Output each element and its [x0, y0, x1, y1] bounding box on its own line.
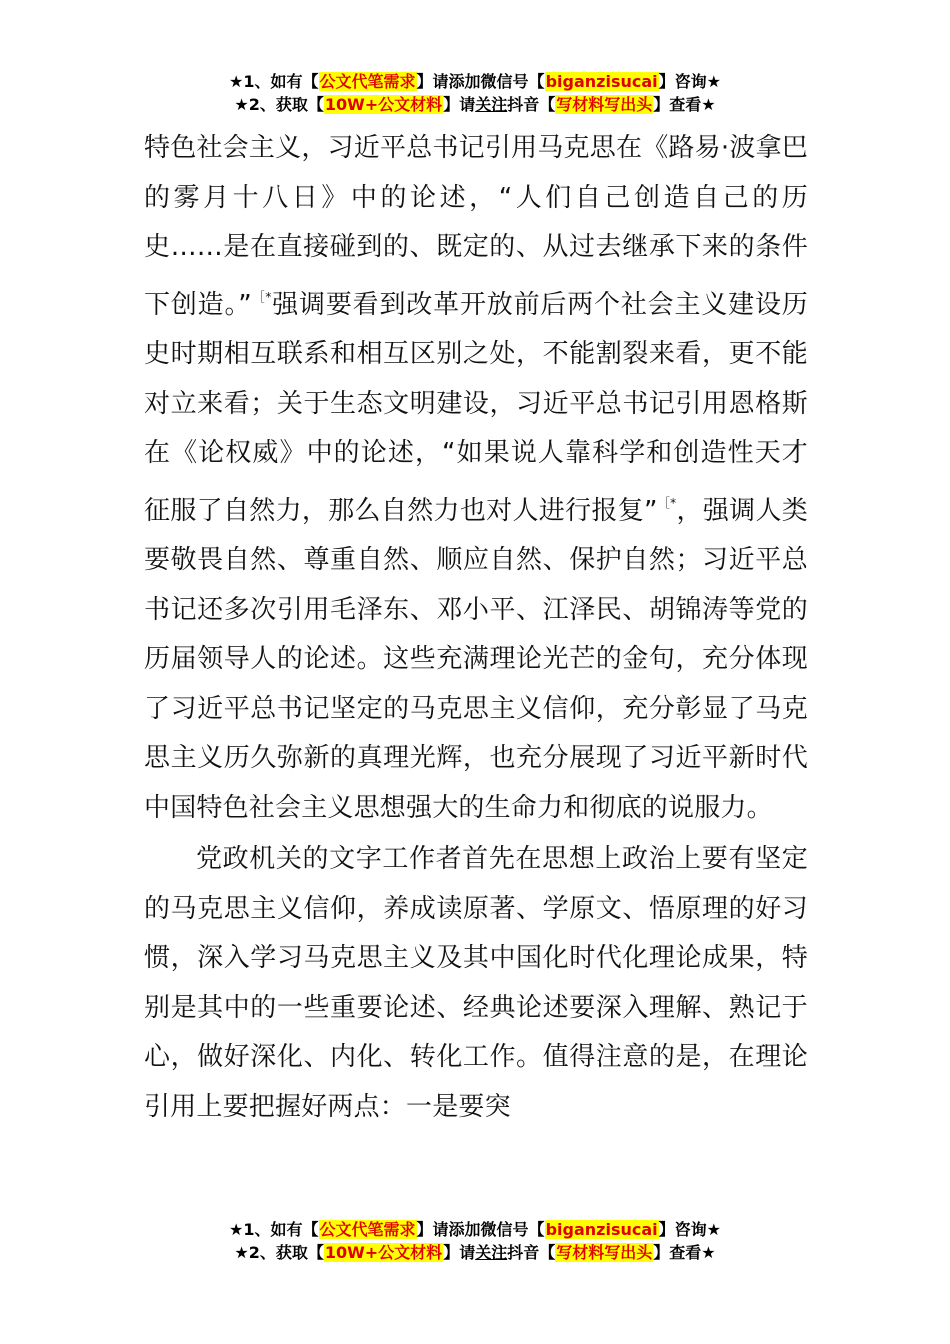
banner-text: 】查看★ — [653, 95, 716, 114]
footer-banner-line-2 — [0, 1241, 950, 1264]
banner-text: ★1、如有【 — [229, 72, 319, 91]
banner-text: 抖音【 — [507, 95, 556, 114]
banner-emphasis: 添加 — [448, 72, 481, 91]
footnote-ref: ［* — [657, 495, 677, 510]
banner-text: 】查看★ — [653, 1243, 716, 1262]
footer-banner — [0, 1218, 950, 1264]
banner-emphasis: 关注 — [475, 1243, 508, 1262]
highlight-wechat-id: biganzisucai — [545, 72, 658, 91]
banner-text: ★1、如有【 — [229, 1220, 319, 1239]
paragraph-text: 强调要看到改革开放前后两个社会主义建设历史时期相互联系和相互区别之处，不能割裂来看，更不能对立来看；关于生态文明建设，习近平总书记引用恩格斯在《论权威》中的论述，“如果说人靠科学和创造性天才征服了自然力，那么自然力也对人进行报复” — [144, 289, 808, 526]
banner-text: 】请 — [416, 1220, 449, 1239]
highlight-service: 公文代笔需求 — [319, 1220, 416, 1239]
banner-text: 微信号【 — [480, 72, 545, 91]
footer-banner-line-1 — [0, 1218, 950, 1241]
paragraph-2: 党政机关的文字工作者首先在思想上政治上要有坚定的马克思主义信仰，养成读原著、学原文、悟原理的好习惯，深入学习马克思主义及其中国化时代化理论成果，特别是其中的一些重要论述、经典论述要深入理解、熟记于心，做好深化、内化、转化工作。值得注意的是，在理论引用上要把握好两点：一是要突 — [144, 844, 808, 1122]
banner-emphasis: 添加 — [448, 1220, 481, 1239]
footnote-ref: ［* — [251, 289, 272, 304]
highlight-materials: 10W+公文材料 — [324, 1243, 443, 1262]
banner-text: 】咨询★ — [658, 72, 721, 91]
header-banner-line-2 — [0, 93, 950, 116]
document-body — [144, 124, 808, 1132]
header-banner-line-1 — [0, 70, 950, 93]
paragraph-1 — [144, 124, 808, 833]
banner-emphasis: 关注 — [475, 95, 508, 114]
banner-text: 微信号【 — [480, 1220, 545, 1239]
highlight-wechat-id: biganzisucai — [545, 1220, 658, 1239]
header-banner — [0, 70, 950, 116]
banner-text: 】咨询★ — [658, 1220, 721, 1239]
highlight-materials: 10W+公文材料 — [324, 95, 443, 114]
banner-text: 抖音【 — [507, 1243, 556, 1262]
banner-text: 】请 — [443, 1243, 476, 1262]
highlight-douyin: 写材料写出头 — [556, 95, 653, 114]
highlight-douyin: 写材料写出头 — [556, 1243, 653, 1262]
banner-text: 】请 — [416, 72, 449, 91]
banner-text: ★2、获取【 — [234, 1243, 324, 1262]
paragraph-text: ，强调人类要敬畏自然、尊重自然、顺应自然、保护自然；习近平总书记还多次引用毛泽东、邓小平、江泽民、胡锦涛等党的历届领导人的论述。这些充满理论光芒的金句，充分体现了习近平总书记坚定的马克思主义信仰，充分彰显了马克思主义历久弥新的真理光辉，也充分展现了习近平新时代中国特色社会主义思想强大的生命力和彻底的说服力。 — [144, 495, 808, 823]
banner-text: ★2、获取【 — [234, 95, 324, 114]
paragraph-text: 特色社会主义，习近平总书记引用马克思在《路易·波拿巴的雾月十八日》中的论述，“人们自己创造自己的历史……是在直接碰到的、既定的、从过去继承下来的条件下创造。” — [144, 133, 808, 320]
banner-text: 】请 — [443, 95, 476, 114]
highlight-service: 公文代笔需求 — [319, 72, 416, 91]
